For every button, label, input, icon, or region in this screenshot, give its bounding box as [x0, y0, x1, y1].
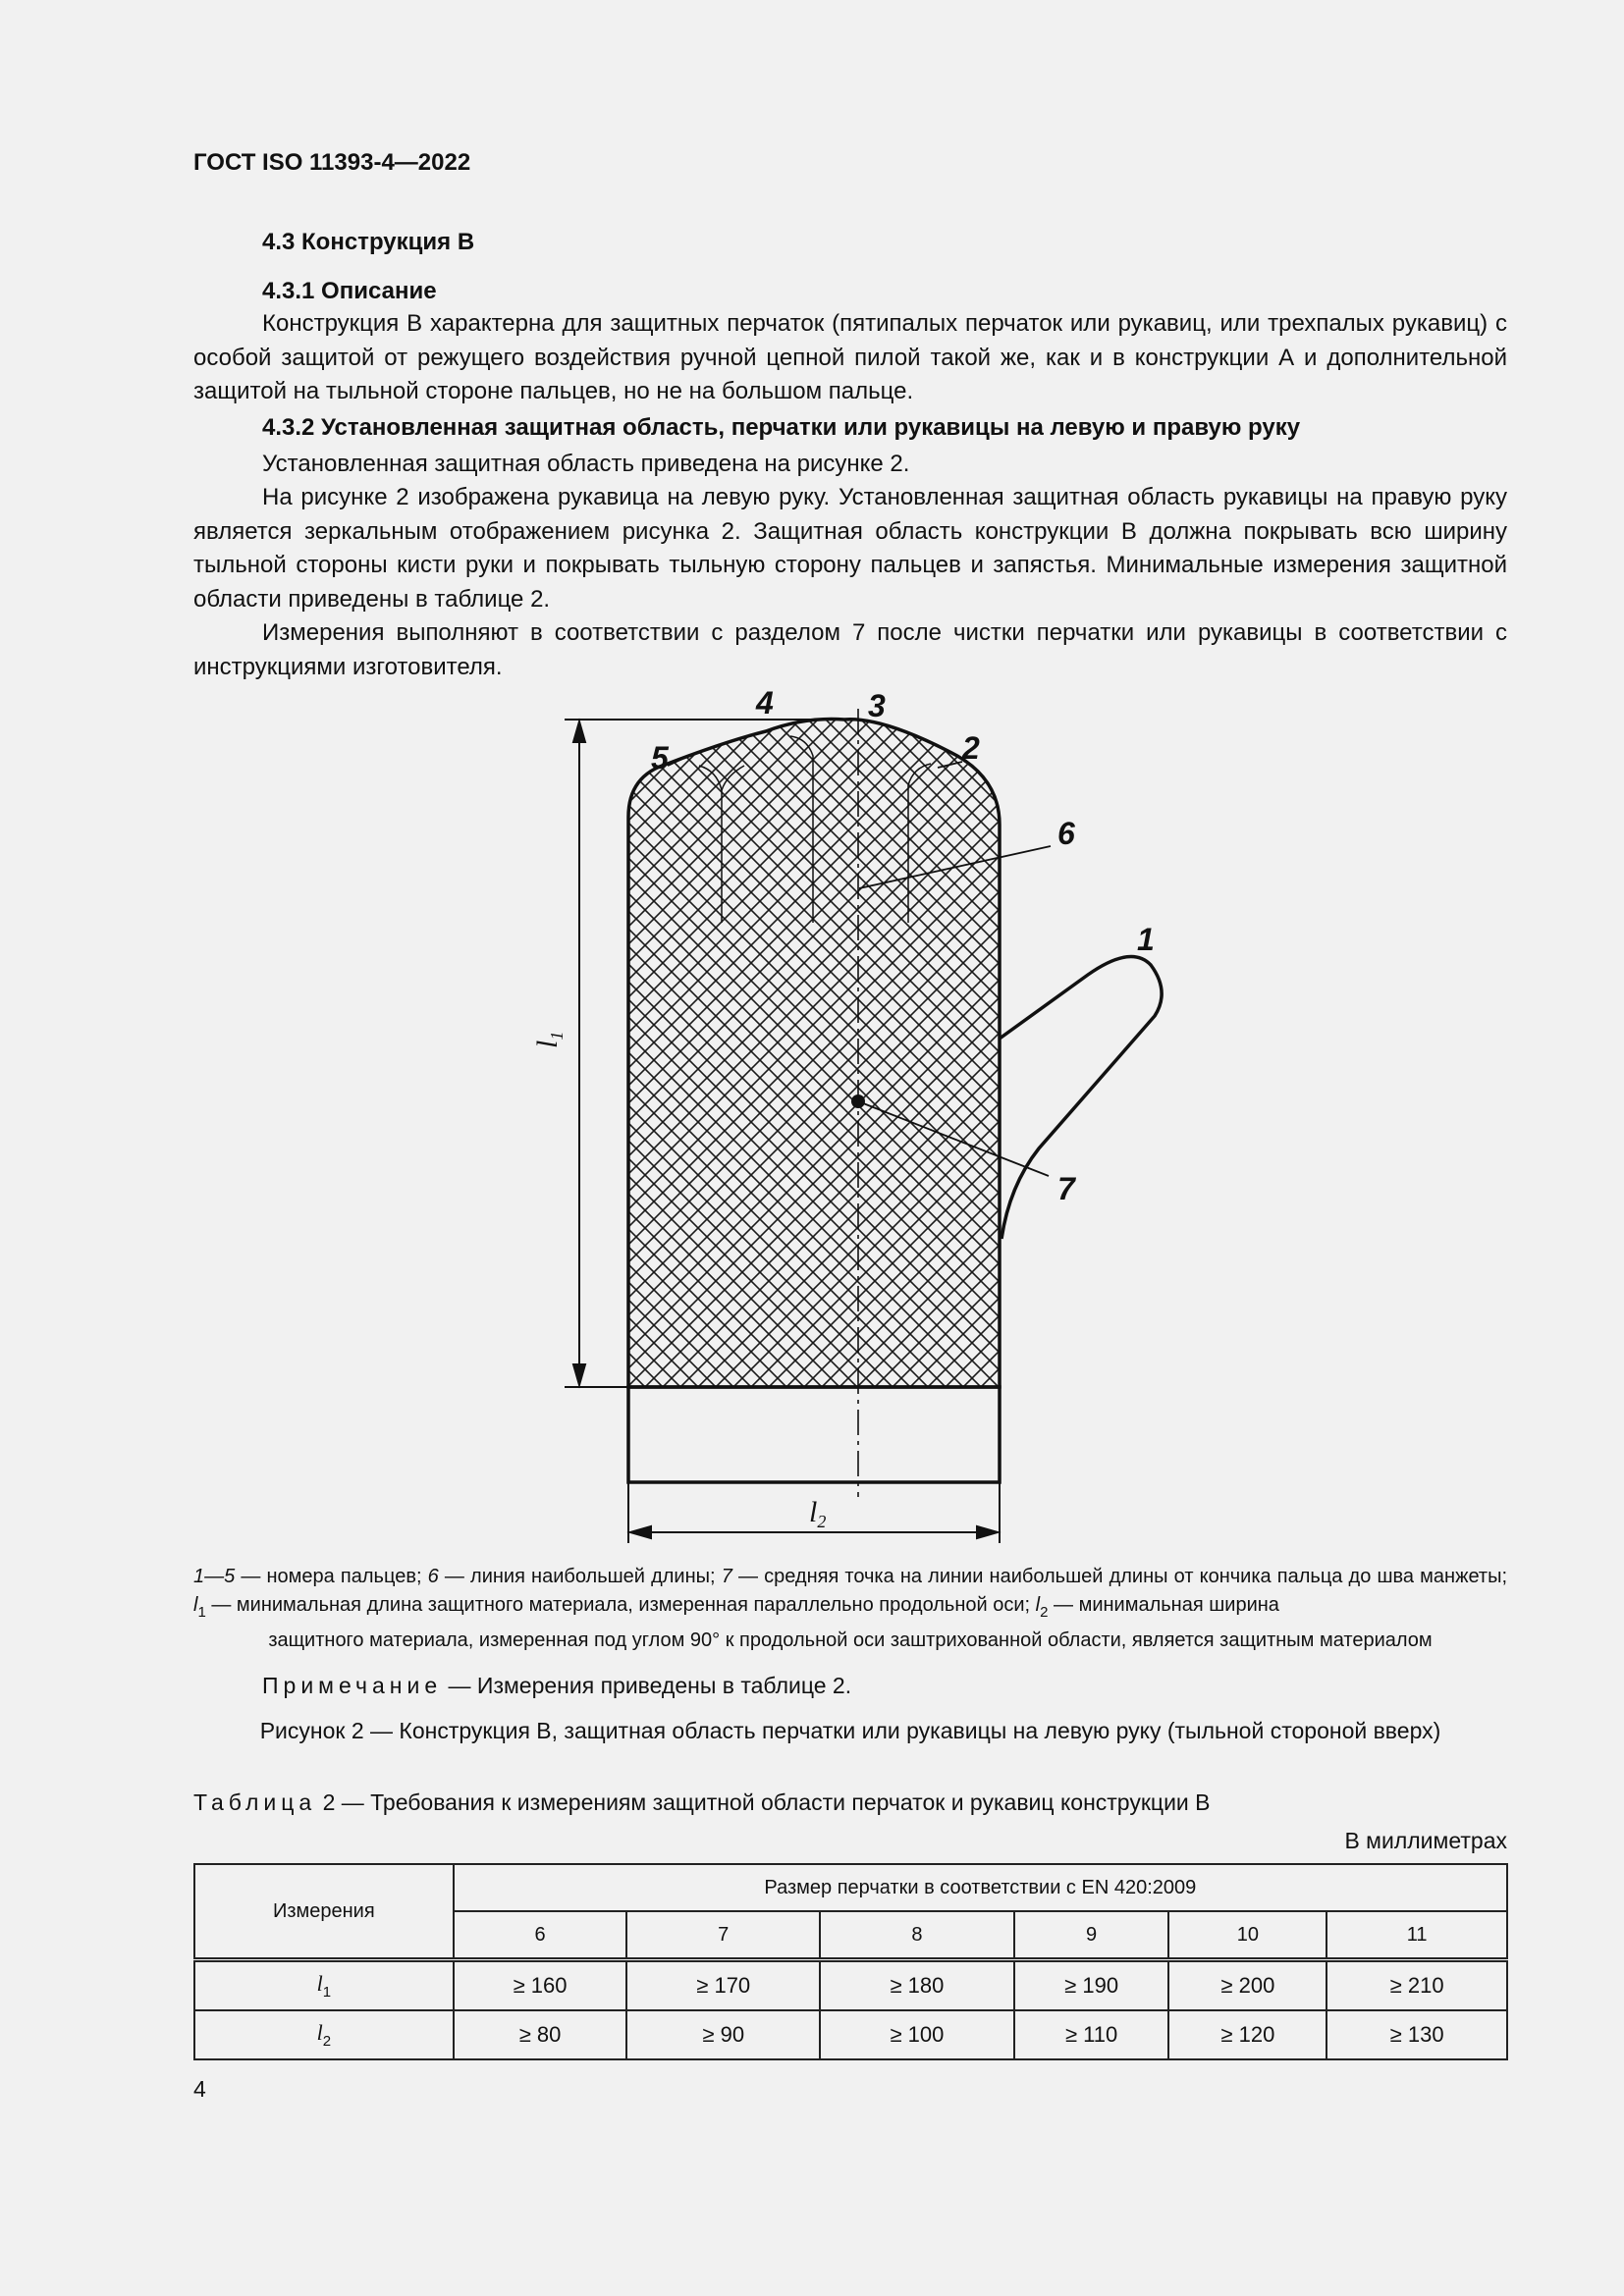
value-cell: ≥ 200 — [1168, 1960, 1326, 2011]
cuff — [628, 1387, 1000, 1482]
value-cell: ≥ 210 — [1326, 1960, 1507, 2011]
callout-2: 2 — [962, 730, 980, 766]
section-heading-4-3-2: 4.3.2 Установленная защитная область, перчатки или рукавицы на левую и правую руку — [262, 414, 1301, 441]
dimension-label-l2: $l_2$ — [809, 1496, 827, 1531]
paragraph-4-3-2-2: На рисунке 2 изображена рукавица на левую руку. Установленная защитная область рукавицы на правую руку является зеркальным отображением рисунка 2. Защитная область конструкции В должна покрывать всю ширину тыльной стороны кисти руки и покрывать тыльную сторону пальцев и запястья. Минимальные измерения защитной области приведены в таблице 2. — [193, 484, 1507, 613]
hatched-protective-area — [628, 720, 1000, 1388]
section-heading-4-3-1: 4.3.1 Описание — [262, 278, 437, 304]
value-cell: ≥ 170 — [626, 1960, 820, 2011]
table-units: В миллиметрах — [1344, 1828, 1507, 1853]
paragraph-4-3-2-3: Измерения выполняют в соответствии с разделом 7 после чистки перчатки или рукавицы в соответствии с инструкциями изготовителя. — [193, 619, 1507, 680]
header-measure: Измерения — [194, 1864, 454, 1960]
table-row — [194, 1960, 1507, 2011]
callout-1: 1 — [1137, 922, 1155, 957]
value-cell: ≥ 180 — [820, 1960, 1014, 2011]
table-title: Таблица 2 — Требования к измерениям защитной области перчаток и рукавиц конструкции B — [193, 1789, 1211, 1815]
figure-caption: Рисунок 2 — Конструкция B, защитная область перчатки или рукавицы на левую руку (тыльной стороной вверх) — [259, 1718, 1441, 1743]
section-heading-4-3: 4.3 Конструкция B — [262, 229, 475, 255]
size-cell: 10 — [1168, 1911, 1326, 1960]
value-cell: ≥ 80 — [454, 2010, 627, 2059]
size-cell: 7 — [626, 1911, 820, 1960]
thumb-outline — [1000, 957, 1162, 1239]
value-cell: ≥ 120 — [1168, 2010, 1326, 2059]
requirements-table — [193, 1863, 1508, 2060]
figure-2 — [0, 677, 1624, 1561]
value-cell: ≥ 110 — [1014, 2010, 1169, 2059]
size-cell: 6 — [454, 1911, 627, 1960]
value-cell: ≥ 100 — [820, 2010, 1014, 2059]
value-cell: ≥ 160 — [454, 1960, 627, 2011]
row-label: $l_1$ — [194, 1960, 454, 2011]
dimension-label-l1: $l_1$ — [531, 1031, 567, 1048]
row-label: $l_2$ — [194, 2010, 454, 2059]
size-cell: 11 — [1326, 1911, 1507, 1960]
page-number: 4 — [193, 2076, 206, 2102]
mitten-diagram — [0, 677, 1624, 1561]
table-row — [194, 2010, 1507, 2059]
size-cell: 8 — [820, 1911, 1014, 1960]
document-code: ГОСТ ISO 11393-4—2022 — [193, 149, 471, 176]
callout-5: 5 — [651, 740, 669, 775]
size-cell: 9 — [1014, 1911, 1169, 1960]
callout-4: 4 — [756, 685, 774, 721]
value-cell: ≥ 90 — [626, 2010, 820, 2059]
callout-7: 7 — [1057, 1171, 1075, 1206]
callout-3: 3 — [868, 688, 886, 723]
paragraph-4-3-1: Конструкция B характерна для защитных перчаток (пятипалых перчаток или рукавиц, или трехпалых рукавиц) с особой защитой от режущего воздействия ручной цепной пилой такой же, как и в конструкции А и дополнительной защитой на тыльной стороне пальцев, но не на большом пальце. — [193, 310, 1507, 404]
paragraph-4-3-2-1: Установленная защитная область приведена на рисунке 2. — [262, 451, 910, 477]
callout-6: 6 — [1057, 816, 1075, 851]
figure-note: Примечание — Измерения приведены в таблице 2. — [262, 1673, 852, 1698]
header-size: Размер перчатки в соответствии с EN 420:2009 — [454, 1864, 1507, 1911]
figure-legend: 1—5 — номера пальцев; 6 — линия наибольшей длины; 7 — средняя точка на линии наибольшей длины от кончика пальца до шва манжеты; $l_1$ — минимальная длина защитного материала, измеренная параллельно продольной оси; $l_2$ — минимальная ширина защитного материала, измеренная под углом 90° к продольной оси заштрихованной области, является защитным материалом — [193, 1566, 1507, 1651]
value-cell: ≥ 130 — [1326, 2010, 1507, 2059]
value-cell: ≥ 190 — [1014, 1960, 1169, 2011]
